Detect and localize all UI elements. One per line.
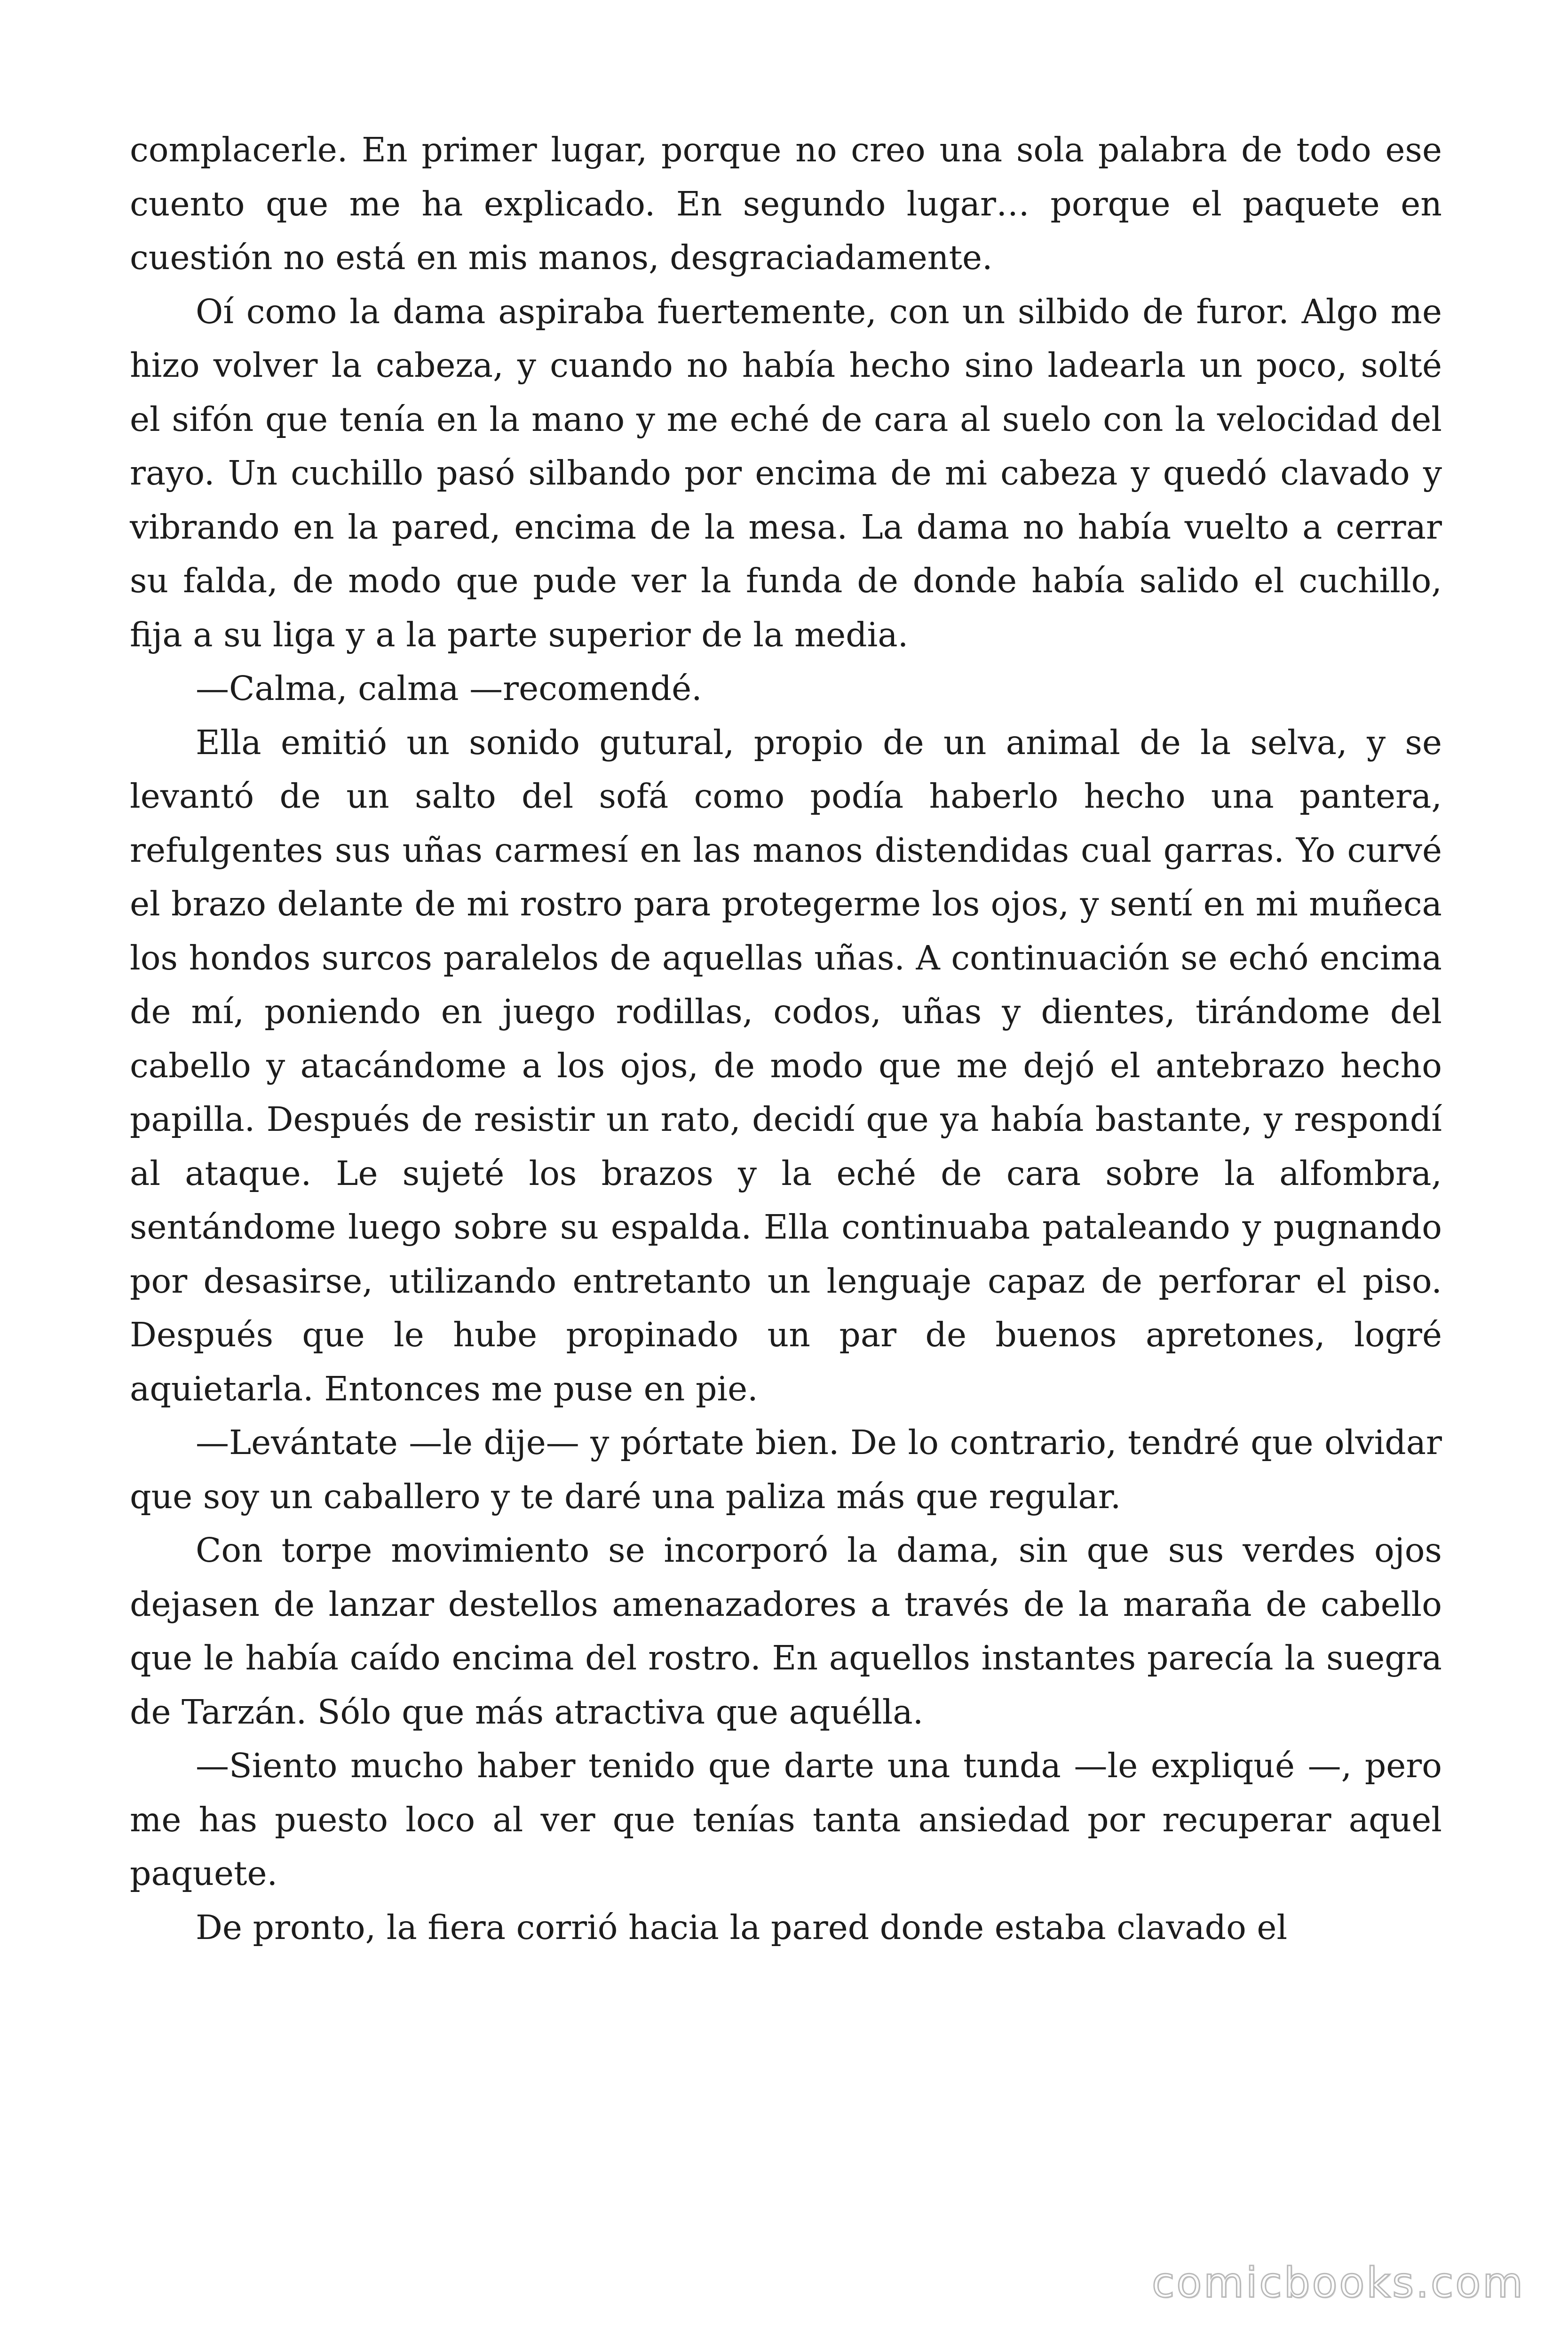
watermark: comicbooks.com	[1151, 2258, 1525, 2307]
paragraph: Con torpe movimiento se incorporó la dama, sin que sus verdes ojos dejasen de lanzar destellos amenazadores a través de la maraña de cabello que le había caído encima del rostro. En aquellos instantes parecía la suegra de Tarzán. Sólo que más atractiva que aquélla.	[130, 1531, 1442, 1732]
paragraph: Oí como la dama aspiraba fuertemente, con un silbido de furor. Algo me hizo volver la cabeza, y cuando no había hecho sino ladearla un poco, solté el sifón que tenía en la mano y me eché de cara al suelo con la velocidad del rayo. Un cuchillo pasó silbando por encima de mi cabeza y quedó clavado y vibrando en la pared, encima de la mesa. La dama no había vuelto a cerrar su falda, de modo que pude ver la funda de donde había salido el cuchillo, fija a su liga y a la parte superior de la media.	[130, 292, 1442, 654]
paragraph: complacerle. En primer lugar, porque no creo una sola palabra de todo ese cuento que me ha explicado. En segundo lugar… porque el paquete en cuestión no está en mis manos, desgraciadamente.	[130, 130, 1442, 277]
paragraph: De pronto, la fiera corrió hacia la pared donde estaba clavado el	[196, 1907, 1288, 1947]
paragraph: —Siento mucho haber tenido que darte una tunda —le expliqué —, pero me has puesto loco al ver que tenías tanta ansiedad por recuperar aquel paquete.	[130, 1746, 1442, 1893]
page-body-text	[130, 123, 1442, 1955]
paragraph: Ella emitió un sonido gutural, propio de un animal de la selva, y se levantó de un salto del sofá como podía haberlo hecho una pantera, refulgentes sus uñas carmesí en las manos distendidas cual garras. Yo curvé el brazo delante de mi rostro para protegerme los ojos, y sentí en mi muñeca los hondos surcos paralelos de aquellas uñas. A continuación se echó encima de mí, poniendo en juego rodillas, codos, uñas y dientes, tirándome del cabello y atacándome a los ojos, de modo que me dejó el antebrazo hecho papilla. Después de resistir un rato, decidí que ya había bastante, y respondí al ataque. Le sujeté los brazos y la eché de cara sobre la alfombra, sentándome luego sobre su espalda. Ella continuaba pataleando y pugnando por desasirse, utilizando entretanto un lenguaje capaz de perforar el piso. Después que le hube propinado un par de buenos apretones, logré aquietarla. Entonces me puse en pie.	[130, 723, 1442, 1408]
paragraph: —Levántate —le dije— y pórtate bien. De lo contrario, tendré que olvidar que soy un caballero y te daré una paliza más que regular.	[130, 1423, 1442, 1516]
paragraph: —Calma, calma —recomendé.	[196, 669, 702, 708]
